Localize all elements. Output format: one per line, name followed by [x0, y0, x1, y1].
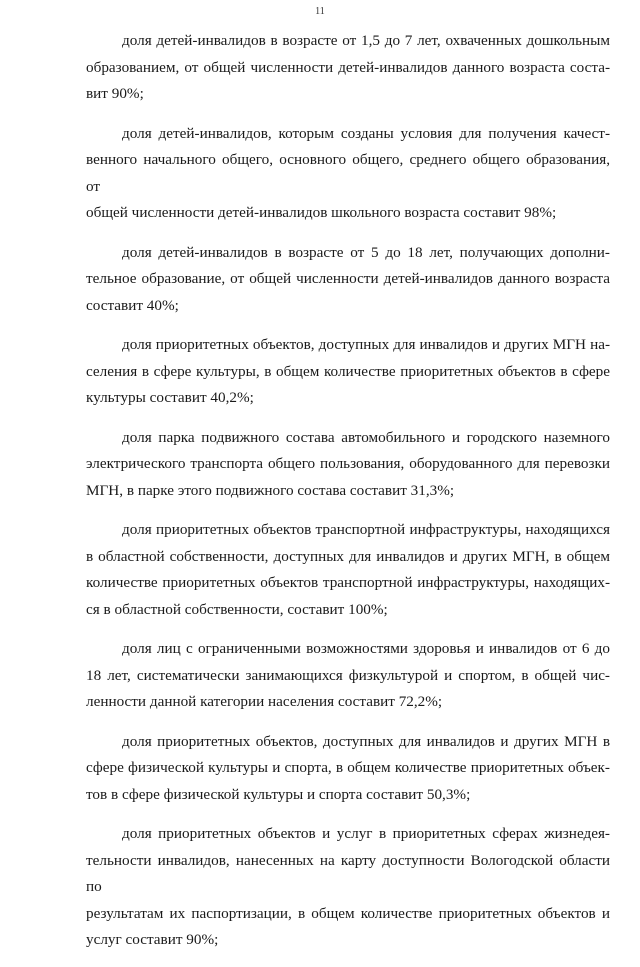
- paragraph-line: доля приоритетных объектов, доступных для инвалидов и других МГН на-: [122, 336, 610, 353]
- paragraph-line: доля приоритетных объектов, доступных для инвалидов и других МГН в: [122, 732, 610, 750]
- paragraph-line: селения в сфере культуры, в общем количестве приоритетных объектов в сфере: [86, 362, 610, 380]
- paragraph-line: доля детей-инвалидов в возрасте от 1,5 до 7 лет, охваченных дошкольным: [122, 32, 610, 49]
- paragraph-line: доля приоритетных объектов и услуг в приоритетных сферах жизнедея-: [122, 825, 610, 842]
- paragraph-line: ся в областной собственности, составит 100%;: [86, 600, 388, 618]
- paragraph-line: венного начального общего, основного общего, среднего общего образования, от: [86, 151, 610, 195]
- paragraph-line: составит 40%;: [86, 296, 179, 314]
- paragraph-sports-objects: [86, 729, 610, 809]
- paragraph-line: сфере физической культуры и спорта, в общем количестве приоритетных объек-: [86, 759, 610, 776]
- paragraph-accessibility-map: [86, 821, 610, 954]
- paragraph-line: доля парка подвижного состава автомобильного и городского наземного: [122, 428, 610, 446]
- paragraph-line: результатам их паспортизации, в общем количестве приоритетных объектов и: [86, 904, 610, 922]
- paragraph-line: доля детей-инвалидов, которым созданы условия для получения качест-: [122, 124, 610, 142]
- paragraph-preschool: [86, 28, 610, 108]
- paragraph-transport-infrastructure: [86, 517, 610, 623]
- page-number: 11: [315, 6, 325, 17]
- paragraph-culture-objects: [86, 332, 610, 412]
- paragraph-transport-fleet: [86, 425, 610, 505]
- document-body: [86, 28, 610, 967]
- paragraph-line: тельное образование, от общей численности детей-инвалидов данного возраста: [86, 270, 610, 287]
- paragraph-line: культуры составит 40,2%;: [86, 389, 254, 406]
- paragraph-line: тельности инвалидов, нанесенных на карту доступности Вологодской области по: [86, 851, 610, 895]
- paragraph-line: тов в сфере физической культуры и спорта составит 50,3%;: [86, 785, 471, 803]
- paragraph-line: электрического транспорта общего пользования, оборудованного для перевозки: [86, 455, 610, 472]
- paragraph-line: в областной собственности, доступных для инвалидов и других МГН, в общем: [86, 547, 610, 565]
- paragraph-school-education: [86, 121, 610, 227]
- paragraph-additional-education: [86, 240, 610, 320]
- paragraph-line: общей численности детей-инвалидов школьного возраста составит 98%;: [86, 204, 557, 221]
- paragraph-line: МГН, в парке этого подвижного состава составит 31,3%;: [86, 481, 455, 499]
- paragraph-sports-participation: [86, 636, 610, 716]
- paragraph-line: услуг составит 90%;: [86, 931, 219, 948]
- paragraph-line: 18 лет, систематически занимающихся физкультурой и спортом, в общей чис-: [86, 666, 610, 684]
- paragraph-line: доля приоритетных объектов транспортной инфраструктуры, находящихся: [122, 521, 610, 538]
- paragraph-line: вит 90%;: [86, 85, 144, 102]
- paragraph-line: ленности данной категории населения составит 72,2%;: [86, 693, 443, 710]
- paragraph-line: доля лиц с ограниченными возможностями здоровья и инвалидов от 6 до: [122, 640, 610, 657]
- paragraph-line: количестве приоритетных объектов транспортной инфраструктуры, находящих-: [86, 574, 610, 591]
- paragraph-line: доля детей-инвалидов в возрасте от 5 до 18 лет, получающих дополни-: [122, 243, 610, 261]
- paragraph-line: образованием, от общей численности детей-инвалидов данного возраста соста-: [86, 58, 610, 76]
